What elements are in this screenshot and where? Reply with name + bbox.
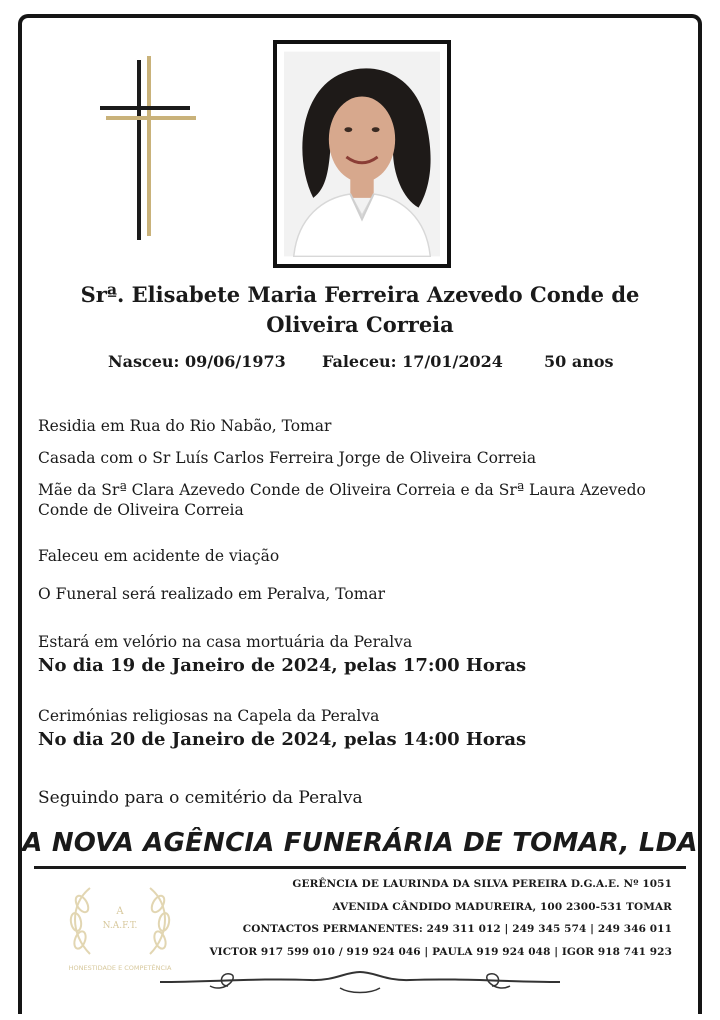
wake-time-text: No dia 19 de Janeiro de 2024, pelas 17:00 Horas xyxy=(38,655,527,676)
portrait-photo xyxy=(273,40,451,268)
agency-name: A NOVA AGÊNCIA FUNERÁRIA DE TOMAR, LDA xyxy=(22,828,698,858)
name-line-2: Oliveira Correia xyxy=(266,312,454,337)
mother-text-line-2: Conde de Oliveira Correia xyxy=(38,501,244,519)
agency-contacts: CONTACTOS PERMANENTES: 249 311 012 | 249 345 574 | 249 346 011 xyxy=(242,923,672,935)
ceremony-place-text: Cerimónias religiosas na Capela da Peralva xyxy=(38,707,380,725)
agency-seal-logo xyxy=(60,874,180,974)
cross-icon xyxy=(100,56,196,242)
cemetery-text: Seguindo para o cemitério da Peralva xyxy=(38,788,363,808)
portrait-image xyxy=(284,51,440,257)
seal-letter: A xyxy=(116,906,124,917)
agency-divider xyxy=(34,866,686,869)
mother-text-line-1: Mãe da Srª Clara Azevedo Conde de Oliveira Correia e da Srª Laura Azevedo xyxy=(38,481,646,499)
ornament-divider xyxy=(150,966,570,996)
seal-motto: HONESTIDADE E COMPETÊNCIA xyxy=(68,964,172,972)
seal-initials: N.A.F.T. xyxy=(102,921,138,931)
age: 50 anos xyxy=(544,352,614,371)
agency-people-contacts: VICTOR 917 599 010 / 919 924 046 | PAULA 919 924 048 | IGOR 918 741 923 xyxy=(209,946,672,958)
residence-text: Residia em Rua do Rio Nabão, Tomar xyxy=(38,417,332,435)
spouse-text: Casada com o Sr Luís Carlos Ferreira Jorge de Oliveira Correia xyxy=(38,449,537,467)
ceremony-time-text: No dia 20 de Janeiro de 2024, pelas 14:00 Horas xyxy=(38,729,527,750)
name-line-1: Srª. Elisabete Maria Ferreira Azevedo Conde de xyxy=(80,282,640,307)
wake-place-text: Estará em velório na casa mortuária da Peralva xyxy=(38,633,413,651)
deceased-name xyxy=(40,280,680,340)
death-date: Faleceu: 17/01/2024 xyxy=(322,352,503,371)
agency-address: AVENIDA CÂNDIDO MADUREIRA, 100 2300-531 TOMAR xyxy=(332,901,672,913)
agency-management: GERÊNCIA DE LAURINDA DA SILVA PEREIRA D.G.A.E. Nº 1051 xyxy=(292,878,672,890)
birth-date: Nasceu: 09/06/1973 xyxy=(108,352,286,371)
cause-text: Faleceu em acidente de viação xyxy=(38,547,280,565)
funeral-text: O Funeral será realizado em Peralva, Tomar xyxy=(38,585,386,603)
